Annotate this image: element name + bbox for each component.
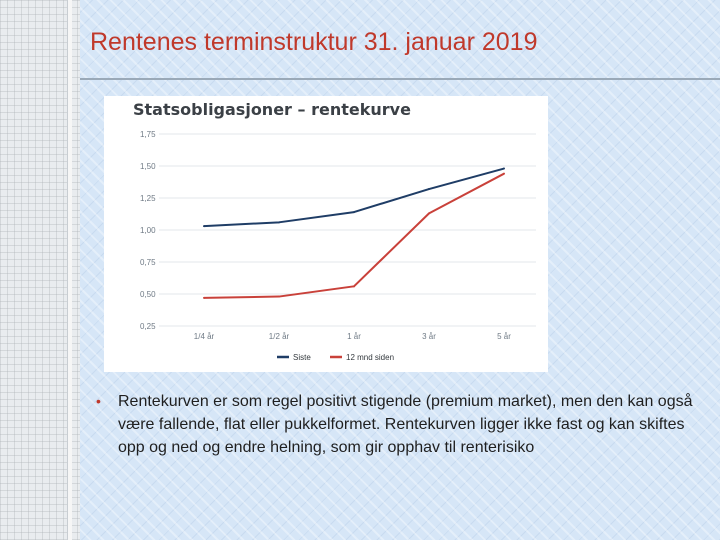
chart-series	[203, 168, 505, 299]
data-point-siste	[353, 211, 355, 213]
y-tick-label: 0,75	[140, 258, 156, 267]
data-point-siste	[278, 221, 280, 223]
y-tick-label: 0,25	[140, 322, 156, 331]
chart-card	[104, 96, 548, 372]
data-point-12-mnd-siden	[203, 297, 205, 299]
chart-legend	[277, 353, 394, 362]
bullet-marker: •	[96, 393, 101, 409]
data-point-12-mnd-siden	[503, 173, 505, 175]
bullet-text: Rentekurven er som regel positivt stigende (premium market), men den kan også være fallende, flat eller pukkelformet. Rentekurven ligger ikke fast og kan skiftes opp og ned og endre helning, som gir opphav til renterisiko	[118, 393, 693, 456]
data-point-siste	[203, 225, 205, 227]
slide-title: Rentenes terminstruktur 31. januar 2019	[90, 28, 538, 56]
y-axis-ticks	[140, 130, 156, 331]
x-axis-ticks	[194, 332, 511, 341]
x-tick-label: 1/4 år	[193, 332, 215, 341]
data-point-siste	[428, 188, 430, 190]
y-tick-label: 1,25	[140, 194, 156, 203]
data-point-12-mnd-siden	[278, 296, 280, 298]
chart-title: Statsobligasjoner – rentekurve	[133, 100, 411, 119]
y-tick-label: 1,00	[140, 226, 156, 235]
yield-curve-chart	[104, 96, 548, 372]
y-tick-label: 0,50	[140, 290, 156, 299]
left-decorative-band	[0, 0, 80, 540]
series-line-12-mnd-siden	[204, 174, 504, 298]
x-tick-label: 5 år	[497, 332, 511, 341]
legend-label-12-mnd-siden: 12 mnd siden	[346, 353, 395, 362]
x-tick-label: 3 år	[422, 332, 436, 341]
x-tick-label: 1 år	[347, 332, 361, 341]
y-tick-label: 1,50	[140, 162, 156, 171]
data-point-siste	[503, 168, 505, 170]
legend-label-siste: Siste	[293, 353, 311, 362]
data-point-12-mnd-siden	[353, 285, 355, 287]
title-divider	[80, 78, 720, 80]
y-tick-label: 1,75	[140, 130, 156, 139]
bullet-item	[96, 390, 706, 459]
x-tick-label: 1/2 år	[268, 332, 290, 341]
data-point-12-mnd-siden	[428, 212, 430, 214]
